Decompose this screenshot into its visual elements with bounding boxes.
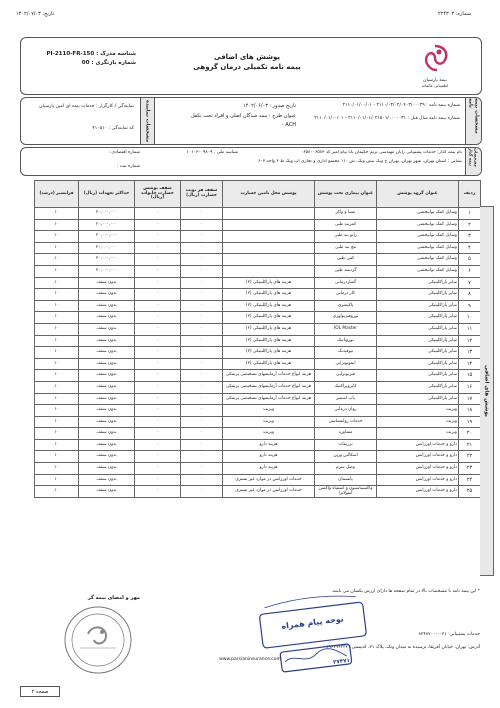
cell-coverage-location: [223, 254, 315, 266]
cell-deductible: ۱۰: [35, 231, 79, 243]
cell-deductible: ۱۰: [35, 463, 79, 475]
cell-coverage-location: هزینه های پاراکلینیکی (۲): [223, 323, 315, 335]
cell-max-liability: بدون سقف: [79, 312, 135, 324]
col-coverage-location: پوشش محل تامین خسارت: [223, 181, 315, 208]
cell-coverage-location: هزینه های پاراکلینیکی (۲): [223, 300, 315, 312]
cell-per-claim-limit: ۰: [181, 451, 223, 463]
agent-code: کد نمایندگی : ۴۱۰۵۱۰: [92, 126, 134, 131]
company-seal: [62, 604, 134, 676]
cell-max-liability: بدون سقف: [79, 347, 135, 359]
footer-note: * این بیمه نامه با مشخصات بالا در تمام صفحه ها دارای ارزش یکسان می باشد.: [331, 589, 480, 594]
cell-group-title: دارو و خدمات اورژانس: [377, 474, 459, 486]
cell-deductible: ۱۰: [35, 416, 79, 428]
cell-deductible: ۱۰: [35, 254, 79, 266]
cell-coverage-location: هزینه های پاراکلینیکی (۲): [223, 347, 315, 359]
cell-family-limit: ۰: [135, 381, 181, 393]
cell-group-title: سایر پاراکلینیکی: [377, 277, 459, 289]
cell-group-title: دارو و خدمات اورژانس: [377, 486, 459, 498]
national-id: شناسه ملی : ۱۰۱۰۳۰۰۹۸۰۹: [186, 150, 238, 155]
stamp-code: ۲۷۴۷۱: [332, 657, 351, 666]
table-row: [35, 254, 481, 266]
cell-max-liability: بدون سقف: [79, 439, 135, 451]
cell-per-claim-limit: ۰: [181, 265, 223, 277]
cell-disease-title: ایمونوتراپی: [315, 358, 377, 370]
cell-deductible: ۱۰: [35, 358, 79, 370]
cell-disease-title: زانو بند طبی: [315, 231, 377, 243]
cell-max-liability: بدون سقف: [79, 335, 135, 347]
cell-per-claim-limit: ۰: [181, 254, 223, 266]
cell-family-limit: ۰: [135, 265, 181, 277]
table-row: [35, 416, 481, 428]
stamp-name: نوحه پیام همراه: [280, 614, 345, 631]
cell-group-title: سایر پاراکلینیکی: [377, 335, 459, 347]
cell-deductible: ۱۰: [35, 219, 79, 231]
table-row: [35, 219, 481, 231]
cell-disease-title: کمربند طبی: [315, 219, 377, 231]
cell-row-number: ۲۱: [459, 439, 481, 451]
cell-max-liability: بدون سقف: [79, 289, 135, 301]
cell-max-liability: بدون سقف: [79, 393, 135, 405]
form-info: شناسه مدرک : PI-2110-FR-150 شماره بازنگری : 00: [46, 51, 136, 66]
cell-family-limit: ۰: [135, 358, 181, 370]
cell-max-liability: ۲۰,۰۰۰,۰۰۰: [79, 254, 135, 266]
table-row: [35, 265, 481, 277]
col-disease-title: عنوان بیماری تحت پوشش: [315, 181, 377, 208]
cell-disease-title: نوروفیزیولوژی: [315, 312, 377, 324]
cell-group-title: ویزیت: [377, 428, 459, 440]
table-row: [35, 347, 481, 359]
cell-group-title: ویزیت: [377, 405, 459, 417]
col-family-limit: سقف پوشش خسارت خانواده (ریال): [135, 181, 181, 208]
cell-disease-title: پاپ اسمیر: [315, 393, 377, 405]
cell-group-title: وسایل کمک توانبخشی: [377, 265, 459, 277]
insured-section-label: مشخصات بیمه گذار: [465, 148, 481, 175]
cell-deductible: ۱۰: [35, 277, 79, 289]
cell-row-number: ۱۸: [459, 405, 481, 417]
cell-per-claim-limit: ۰: [181, 358, 223, 370]
cell-per-claim-limit: ۰: [181, 474, 223, 486]
cell-per-claim-limit: ۰: [181, 208, 223, 220]
cell-coverage-location: هزینه انواع خدمات آزمایشهای تشخیصی پزشکی: [223, 381, 315, 393]
cell-deductible: ۱۰: [35, 486, 79, 498]
cell-per-claim-limit: ۰: [181, 300, 223, 312]
footer-website: www.parsianinsurance.com: [219, 657, 281, 662]
cell-coverage-location: ویزیت: [223, 405, 315, 417]
cell-disease-title: پانسمان: [315, 474, 377, 486]
cell-row-number: ۱۳: [459, 347, 481, 359]
table-row: [35, 381, 481, 393]
cell-disease-title: واکسیناسیون و استثناء واکسن آنفولانزا: [315, 486, 377, 498]
table-row: [35, 439, 481, 451]
cell-deductible: ۱۰: [35, 242, 79, 254]
cell-group-title: سایر پاراکلینیکی: [377, 300, 459, 312]
cell-per-claim-limit: ۰: [181, 405, 223, 417]
table-row: [35, 428, 481, 440]
cell-max-liability: بدون سقف: [79, 474, 135, 486]
cell-row-number: ۲۳: [459, 463, 481, 475]
table-row: [35, 405, 481, 417]
table-row: [35, 231, 481, 243]
insured-address: نشانی : استان تهران، شهر تهران، تهران خ ونک نبش ونک، ش ۱۱۰ مجتمع اداری و تجاری آپ ونک ط ۶ واحد ۶۰۷: [258, 159, 462, 164]
cell-family-limit: ۰: [135, 219, 181, 231]
logo-text: بیمه پارسیان: [423, 78, 447, 83]
cell-family-limit: ۰: [135, 393, 181, 405]
cell-deductible: ۱۰: [35, 208, 79, 220]
cell-coverage-location: هزینه دارو: [223, 463, 315, 475]
cell-disease-title: اسکالین ورین: [315, 451, 377, 463]
cell-per-claim-limit: ۰: [181, 347, 223, 359]
cell-group-title: دارو و خدمات اورژانس: [377, 463, 459, 475]
cell-family-limit: ۰: [135, 451, 181, 463]
cell-per-claim-limit: ۰: [181, 312, 223, 324]
cell-disease-title: عصا و واکر: [315, 208, 377, 220]
col-max-liability: حداکثر تعهدات (ریال): [79, 181, 135, 208]
cell-per-claim-limit: ۰: [181, 219, 223, 231]
table-row: [35, 300, 481, 312]
cell-family-limit: ۰: [135, 486, 181, 498]
cell-coverage-location: هزینه های پاراکلینیکی (۲): [223, 335, 315, 347]
cell-coverage-location: هزینه انواع خدمات آزمایشهای تشخیصی پزشکی: [223, 393, 315, 405]
cell-deductible: ۱۰: [35, 405, 79, 417]
cell-row-number: ۴: [459, 242, 481, 254]
cell-disease-title: فیزیوتراپی: [315, 370, 377, 382]
cell-disease-title: خدمات روانشناسی: [315, 416, 377, 428]
doc-number: شماره: ۲۲۴۳۰۳: [438, 11, 472, 17]
cell-deductible: ۱۰: [35, 323, 79, 335]
cell-per-claim-limit: ۰: [181, 231, 223, 243]
parsian-logo-icon: [415, 42, 455, 74]
cell-deductible: ۱۰: [35, 439, 79, 451]
cell-per-claim-limit: ۰: [181, 370, 223, 382]
additional-coverage-side-label: پوشش های اضافی: [480, 206, 494, 576]
cell-group-title: سایر پاراکلینیکی: [377, 381, 459, 393]
policy-number: شماره بیمه نامه : ۲۱۱۰/۰۳/۰۲/۰۴۰۳/۰۰۰۳۹ - ۲۱۱۰/۰۱/۰۰/۰۱: [342, 103, 460, 108]
cell-max-liability: ۲۰,۰۰۰,۰۰۰: [79, 219, 135, 231]
cell-row-number: ۲۵: [459, 486, 481, 498]
cell-deductible: ۱۰: [35, 393, 79, 405]
cell-max-liability: بدون سقف: [79, 405, 135, 417]
policy-divider: [154, 98, 155, 144]
cell-group-title: ویزیت: [377, 416, 459, 428]
insurer-signature-label: مهر و امضای بیمه گر: [87, 595, 140, 601]
cell-max-liability: بدون سقف: [79, 381, 135, 393]
cell-family-limit: ۰: [135, 208, 181, 220]
cell-group-title: وسایل کمک توانبخشی: [377, 219, 459, 231]
table-row: [35, 335, 481, 347]
cell-max-liability: بدون سقف: [79, 277, 135, 289]
cell-deductible: ۱۰: [35, 312, 79, 324]
cell-family-limit: ۰: [135, 254, 181, 266]
cell-coverage-location: هزینه های پاراکلینیکی (۲): [223, 358, 315, 370]
cell-row-number: ۶: [459, 265, 481, 277]
cell-group-title: سایر پاراکلینیکی: [377, 393, 459, 405]
cell-per-claim-limit: ۰: [181, 289, 223, 301]
cell-disease-title: کار درمانی: [315, 289, 377, 301]
cell-row-number: ۱۹: [459, 416, 481, 428]
cell-coverage-location: هزینه دارو: [223, 439, 315, 451]
page-number-box: [20, 686, 60, 697]
cell-family-limit: ۰: [135, 242, 181, 254]
cell-row-number: ۱۱: [459, 323, 481, 335]
cell-row-number: ۲۴: [459, 474, 481, 486]
table-row: [35, 463, 481, 475]
cell-family-limit: ۰: [135, 474, 181, 486]
cell-group-title: سایر پاراکلینیکی: [377, 358, 459, 370]
cell-max-liability: بدون سقف: [79, 370, 135, 382]
doc-date: تاریخ: ۱۴۰۲/۰۷/۰۳: [16, 11, 55, 17]
table-row: [35, 370, 481, 382]
cell-per-claim-limit: ۰: [181, 277, 223, 289]
doc-title: پوشش های اضافی بیمه نامه تکمیلی درمان گروهی: [193, 53, 301, 71]
seal-stamp-icon: [62, 604, 134, 676]
cell-coverage-location: ویزیت: [223, 428, 315, 440]
cell-max-liability: بدون سقف: [79, 451, 135, 463]
cell-row-number: ۲۰: [459, 428, 481, 440]
table-row: [35, 393, 481, 405]
cell-family-limit: ۰: [135, 428, 181, 440]
cell-deductible: ۱۰: [35, 335, 79, 347]
cell-max-liability: بدون سقف: [79, 428, 135, 440]
cell-max-liability: بدون سقف: [79, 358, 135, 370]
cell-disease-title: کایروپراکتیک: [315, 381, 377, 393]
cell-row-number: ۱۶: [459, 381, 481, 393]
cell-max-liability: بدون سقف: [79, 416, 135, 428]
cell-row-number: ۲۲: [459, 451, 481, 463]
agency-stamp-icon: [254, 587, 375, 680]
cell-max-liability: ۲۰,۰۰۰,۰۰۰: [79, 242, 135, 254]
table-row: [35, 358, 481, 370]
cell-disease-title: بیوفیدبک: [315, 347, 377, 359]
cell-deductible: ۱۰: [35, 381, 79, 393]
cell-max-liability: ۲۰,۰۰۰,۰۰۰: [79, 231, 135, 243]
table-row: [35, 289, 481, 301]
cell-deductible: ۱۰: [35, 347, 79, 359]
cell-coverage-location: [223, 231, 315, 243]
footer-service: خدمات پشتیبانی: ۰۲۱-۸۲۴۸۷۰۰۰: [418, 632, 480, 637]
cell-group-title: وسایل کمک توانبخشی: [377, 242, 459, 254]
cell-family-limit: ۰: [135, 463, 181, 475]
cell-deductible: ۱۰: [35, 370, 79, 382]
cell-per-claim-limit: ۰: [181, 242, 223, 254]
table-header: [35, 181, 481, 208]
cell-family-limit: ۰: [135, 323, 181, 335]
table-row: [35, 277, 481, 289]
cell-max-liability: بدون سقف: [79, 323, 135, 335]
form-code: PI-2110-FR-150: [46, 51, 95, 57]
economic-code: شماره اقتصادی :: [108, 150, 140, 155]
cell-disease-title: کفی طبی: [315, 254, 377, 266]
cell-group-title: سایر پاراکلینیکی: [377, 289, 459, 301]
cell-coverage-location: [223, 219, 315, 231]
cell-row-number: ۱۷: [459, 393, 481, 405]
cell-disease-title: وصل سرم: [315, 463, 377, 475]
coverage-table: [34, 180, 481, 498]
table-row: [35, 242, 481, 254]
col-per-claim-limit: سقف هر نوبت خسارت (ریال): [181, 181, 223, 208]
table-row: [35, 208, 481, 220]
cell-disease-title: گفتاردرمانی: [315, 277, 377, 289]
col-group-title: عنوان گروه پوشش: [377, 181, 459, 208]
cell-family-limit: ۰: [135, 370, 181, 382]
cell-disease-title: گردنبند طبی: [315, 265, 377, 277]
insured-name: نام بیمه گذار: خدمات پشتیبانی رایان مهندسی ترنم حکیمان بابا پیام امیر کد ۰۶۵۸۰۰۶۵۸۳: [300, 150, 462, 155]
cell-family-limit: ۰: [135, 416, 181, 428]
cell-per-claim-limit: ۰: [181, 323, 223, 335]
cell-family-limit: ۰: [135, 300, 181, 312]
cell-row-number: ۱۵: [459, 370, 481, 382]
cell-family-limit: ۰: [135, 335, 181, 347]
cell-per-claim-limit: ۰: [181, 486, 223, 498]
prev-policy-number: شماره بیمه نامه سال قبل : ۲۱۱۰/۰۱/۰۱/۰۲۱۵۰۱/۰۰۰۰۰۳۱ - ۲۱۱۰/۰۱/۰۰/۰۱: [314, 116, 460, 121]
cell-deductible: ۱۰: [35, 428, 79, 440]
cell-max-liability: ۲۰,۰۰۰,۰۰۰: [79, 208, 135, 220]
cell-disease-title: تزریقات: [315, 439, 377, 451]
cell-disease-title: پاکیمتری: [315, 300, 377, 312]
cell-coverage-location: [223, 208, 315, 220]
cell-per-claim-limit: ۰: [181, 393, 223, 405]
cell-row-number: ۱۰: [459, 312, 481, 324]
cell-coverage-location: هزینه های پاراکلینیکی (۲): [223, 289, 315, 301]
policy-section-label: مشخصات بیمه نامه: [465, 98, 481, 144]
cell-deductible: ۱۰: [35, 474, 79, 486]
cell-row-number: ۵: [459, 254, 481, 266]
cell-row-number: ۱۴: [459, 358, 481, 370]
cell-deductible: ۱۰: [35, 451, 79, 463]
cell-coverage-location: خدمات اورژانس در موارد غیر بستری: [223, 474, 315, 486]
cell-disease-title: مشاوره: [315, 428, 377, 440]
logo-subtext: اطمینانی عالمانه: [421, 83, 449, 88]
cell-family-limit: ۰: [135, 277, 181, 289]
cell-coverage-location: خدمات اورژانس در موارد غیر بستری: [223, 486, 315, 498]
cell-per-claim-limit: ۰: [181, 416, 223, 428]
cell-family-limit: ۰: [135, 312, 181, 324]
table-row: [35, 312, 481, 324]
cell-coverage-location: [223, 265, 315, 277]
table-row: [35, 474, 481, 486]
cell-family-limit: ۰: [135, 231, 181, 243]
cell-deductible: ۱۰: [35, 265, 79, 277]
cell-group-title: سایر پاراکلینیکی: [377, 347, 459, 359]
cell-row-number: ۸: [459, 289, 481, 301]
cell-coverage-location: [223, 242, 315, 254]
cell-coverage-location: هزینه های پاراکلینیکی (۲): [223, 312, 315, 324]
page-number: صفحه ۲: [31, 689, 49, 695]
table-row: [35, 451, 481, 463]
footer-address: آدرس: تهران، خیابان آفریقا، نرسیده به میدان ونک، پلاک ۲۱، کدپستی ۱۹۶۶۹۴۳۳۲۱: [326, 645, 480, 650]
col-deductible: فرانشیز (درصد): [35, 181, 79, 208]
cell-deductible: ۱۰: [35, 300, 79, 312]
agent-section-label: مشخصات نماینده: [140, 98, 154, 144]
agent-name: نمایندگی / کارگزار : خدمات بیمه ای امین پارسیان: [39, 104, 134, 109]
issue-date: تاریخ صدور : ۱۴۰۲/۰۶/۰۳: [243, 103, 296, 109]
cell-per-claim-limit: ۰: [181, 381, 223, 393]
cell-disease-title: نوروپاتیک: [315, 335, 377, 347]
table-row: [35, 323, 481, 335]
cell-row-number: ۱۲: [459, 335, 481, 347]
cell-row-number: ۱: [459, 208, 481, 220]
cell-family-limit: ۰: [135, 289, 181, 301]
company-logo: [415, 42, 455, 88]
cell-max-liability: بدون سقف: [79, 486, 135, 498]
agency-stamp: [254, 587, 375, 680]
cell-disease-title: IOL Master: [315, 323, 377, 335]
cell-per-claim-limit: ۰: [181, 439, 223, 451]
cell-max-liability: بدون سقف: [79, 463, 135, 475]
cell-disease-title: روان درمانی: [315, 405, 377, 417]
plan-title: عنوان طرح : بیمه شدگان اصلی و افراد تحت تکفل: [191, 113, 296, 119]
cell-group-title: دارو و خدمات اورژانس: [377, 451, 459, 463]
cell-family-limit: ۰: [135, 347, 181, 359]
cell-group-title: سایر پاراکلینیکی: [377, 323, 459, 335]
cell-max-liability: بدون سقف: [79, 300, 135, 312]
cell-max-liability: ۲۰,۰۰۰,۰۰۰: [79, 265, 135, 277]
cell-per-claim-limit: ۰: [181, 463, 223, 475]
cell-group-title: سایر پاراکلینیکی: [377, 312, 459, 324]
cell-row-number: ۷: [459, 277, 481, 289]
form-revision: 00: [81, 60, 90, 66]
registration-number: شماره ثبت :: [116, 164, 140, 169]
cell-per-claim-limit: ۰: [181, 428, 223, 440]
cell-disease-title: مچ بند طبی: [315, 242, 377, 254]
cell-coverage-location: هزینه انواع خدمات آزمایشهای تشخیصی پزشکی: [223, 370, 315, 382]
cell-group-title: دارو و خدمات اورژانس: [377, 439, 459, 451]
cell-group-title: وسایل کمک توانبخشی: [377, 208, 459, 220]
cell-deductible: ۱۰: [35, 289, 79, 301]
cell-group-title: سایر پاراکلینیکی: [377, 370, 459, 382]
plan-code: ACH -: [282, 122, 296, 128]
cell-coverage-location: هزینه دارو: [223, 451, 315, 463]
cell-group-title: وسایل کمک توانبخشی: [377, 254, 459, 266]
col-row-number: ردیف: [459, 181, 481, 208]
cell-coverage-location: هزینه های پاراکلینیکی (۲): [223, 277, 315, 289]
table-row: [35, 486, 481, 498]
cell-coverage-location: ویزیت: [223, 416, 315, 428]
cell-row-number: ۳: [459, 231, 481, 243]
cell-group-title: وسایل کمک توانبخشی: [377, 231, 459, 243]
cell-row-number: ۹: [459, 300, 481, 312]
cell-per-claim-limit: ۰: [181, 335, 223, 347]
cell-row-number: ۲: [459, 219, 481, 231]
cell-family-limit: ۰: [135, 439, 181, 451]
cell-family-limit: ۰: [135, 405, 181, 417]
